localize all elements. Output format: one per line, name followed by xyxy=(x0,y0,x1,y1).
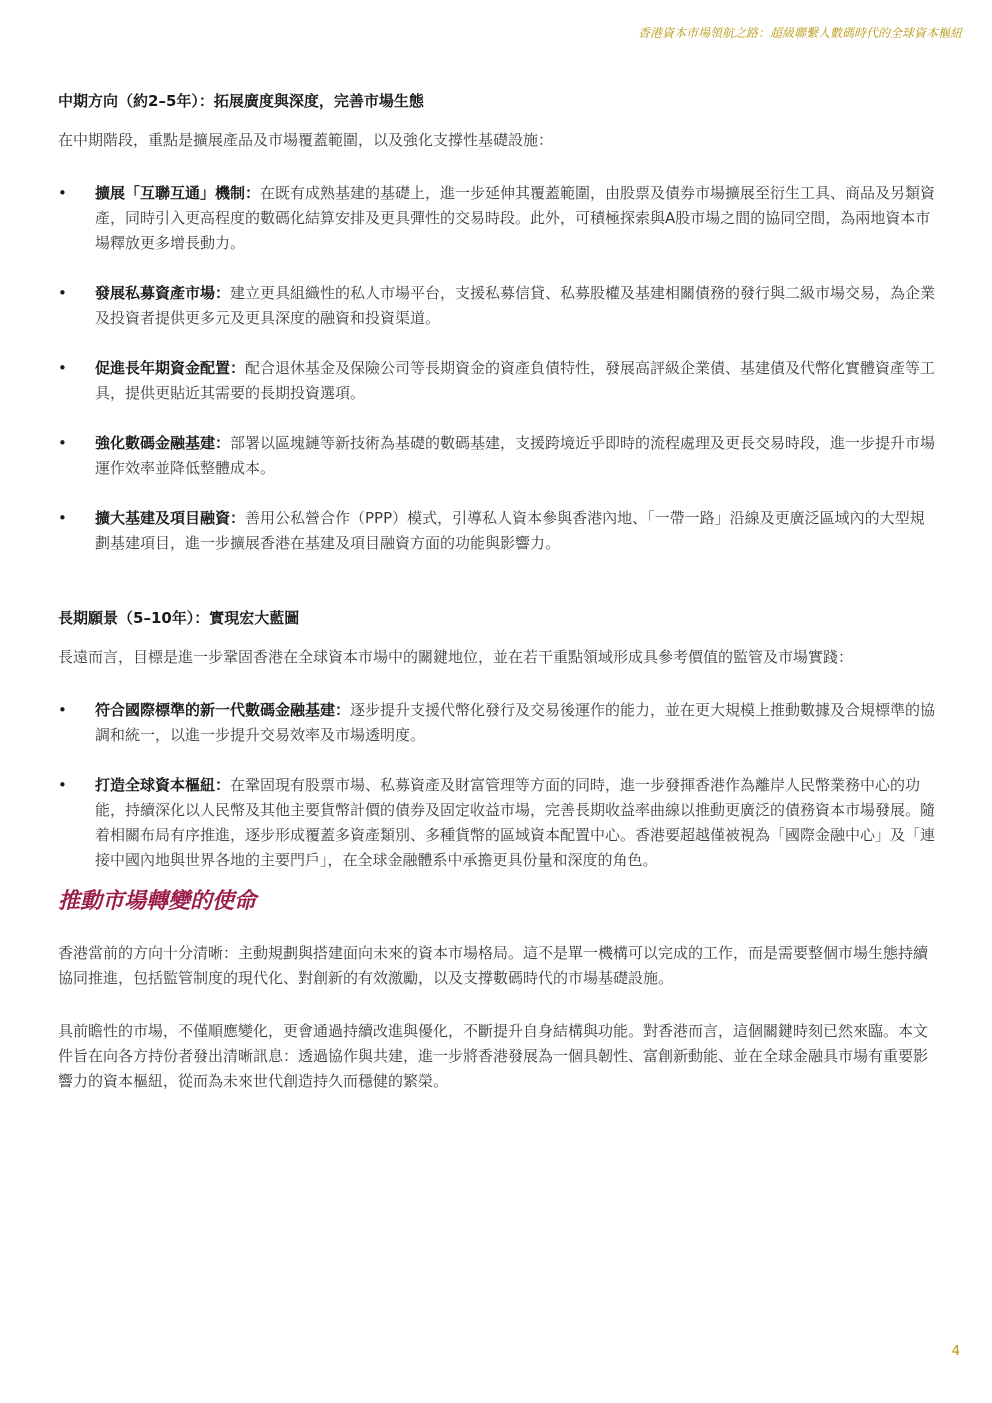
document-running-header: 香港資本市場領航之路：超級聯繫人數碼時代的全球資本樞紐 xyxy=(637,26,962,40)
mid-term-heading: 中期方向（約2–5年）：拓展廣度與深度，完善市場生態 xyxy=(58,92,424,110)
mission-section-title: 推動市場轉變的使命 xyxy=(58,889,257,914)
bullet-icon: • xyxy=(58,776,67,794)
bullet-icon: • xyxy=(58,509,67,527)
long-term-intro: 長遠而言，目標是進一步鞏固香港在全球資本市場中的關鍵地位，並在若干重點領域形成具參考價值的監管及市場實踐： xyxy=(58,648,854,666)
bullet-icon: • xyxy=(58,184,67,202)
bullet-lead: 強化數碼金融基建： xyxy=(95,434,231,452)
long-term-bullet-list xyxy=(58,698,936,873)
bullet-text: 在鞏固現有股票市場、私募資產及財富管理等方面的同時，進一步發揮香港作為離岸人民幣業務中心的功能，持續深化以人民幣及其他主要貨幣計價的債券及固定收益市場，完善長期收益率曲線以推動更廣泛的債務資本市場發展。隨着相關布局有序推進，逐步形成覆蓋多資產類別、多種貨幣的區域資本配置中心。香港要超越僅被視為「國際金融中心」及「連接中國內地與世界各地的主要門戶」，在全球金融體系中承擔更具份量和深度的角色。 xyxy=(95,776,936,869)
bullet-lead: 擴展「互聯互通」機制： xyxy=(95,184,261,202)
bullet-lead: 打造全球資本樞紐： xyxy=(95,776,231,794)
bullet-lead: 促進長年期資金配置： xyxy=(95,359,246,377)
list-item xyxy=(58,698,936,748)
bullet-text: 建立更具組織性的私人市場平台，支援私募信貸、私募股權及基建相關債務的發行與二級市場交易，為企業及投資者提供更多元及更具深度的融資和投資渠道。 xyxy=(95,284,936,327)
bullet-text: 逐步提升支援代幣化發行及交易後運作的能力，並在更大規模上推動數據及合規標準的協調和統一，以進一步提升交易效率及市場透明度。 xyxy=(95,701,936,744)
bullet-icon: • xyxy=(58,359,67,377)
mission-paragraph-2: 具前瞻性的市場，不僅順應變化，更會通過持續改進與優化，不斷提升自身結構與功能。對香港而言，這個關鍵時刻已然來臨。本文件旨在向各方持份者發出清晰訊息：透過協作與共建，進一步將香港發展為一個具韌性、富創新動能、並在全球金融具市場有重要影響力的資本樞紐，從而為未來世代創造持久而穩健的繁榮。 xyxy=(58,1022,929,1090)
mid-term-bullet-list xyxy=(58,181,936,556)
list-item xyxy=(58,181,936,256)
bullet-icon: • xyxy=(58,701,67,719)
mid-term-intro: 在中期階段，重點是擴展產品及市場覆蓋範圍，以及強化支撐性基礎設施： xyxy=(58,131,554,149)
long-term-heading: 長期願景（5–10年）：實現宏大藍圖 xyxy=(58,609,300,627)
bullet-icon: • xyxy=(58,284,67,302)
list-item xyxy=(58,431,936,481)
bullet-lead: 擴大基建及項目融資： xyxy=(95,509,246,527)
list-item xyxy=(58,356,936,406)
bullet-text: 在既有成熟基建的基礎上，進一步延伸其覆蓋範圍，由股票及債券市場擴展至衍生工具、商品及另類資產，同時引入更高程度的數碼化結算安排及更具彈性的交易時段。此外，可積極探索與A股市場之間的協同空間，為兩地資本市場釋放更多增長動力。 xyxy=(95,184,936,252)
list-item xyxy=(58,506,936,556)
bullet-text: 配合退休基金及保險公司等長期資金的資產負債特性，發展高評級企業債、基建債及代幣化實體資產等工具，提供更貼近其需要的長期投資選項。 xyxy=(95,359,936,402)
bullet-icon: • xyxy=(58,434,67,452)
bullet-text: 部署以區塊鏈等新技術為基礎的數碼基建，支援跨境近乎即時的流程處理及更長交易時段，進一步提升市場運作效率並降低整體成本。 xyxy=(95,434,936,477)
list-item xyxy=(58,773,936,873)
list-item xyxy=(58,281,936,331)
page-content xyxy=(58,88,936,1122)
page-number: 4 xyxy=(951,1344,960,1359)
bullet-lead: 符合國際標準的新一代數碼金融基建： xyxy=(95,701,351,719)
bullet-lead: 發展私募資產市場： xyxy=(95,284,231,302)
bullet-text: 善用公私營合作（PPP）模式，引導私人資本參與香港內地、「一帶一路」沿線及更廣泛區域內的大型規劃基建項目，進一步擴展香港在基建及項目融資方面的功能與影響力。 xyxy=(95,509,925,552)
mission-paragraph-1: 香港當前的方向十分清晰：主動規劃與搭建面向未來的資本市場格局。這不是單一機構可以完成的工作，而是需要整個市場生態持續協同推進，包括監管制度的現代化、對創新的有效激勵，以及支撐數碼時代的市場基礎設施。 xyxy=(58,944,929,987)
